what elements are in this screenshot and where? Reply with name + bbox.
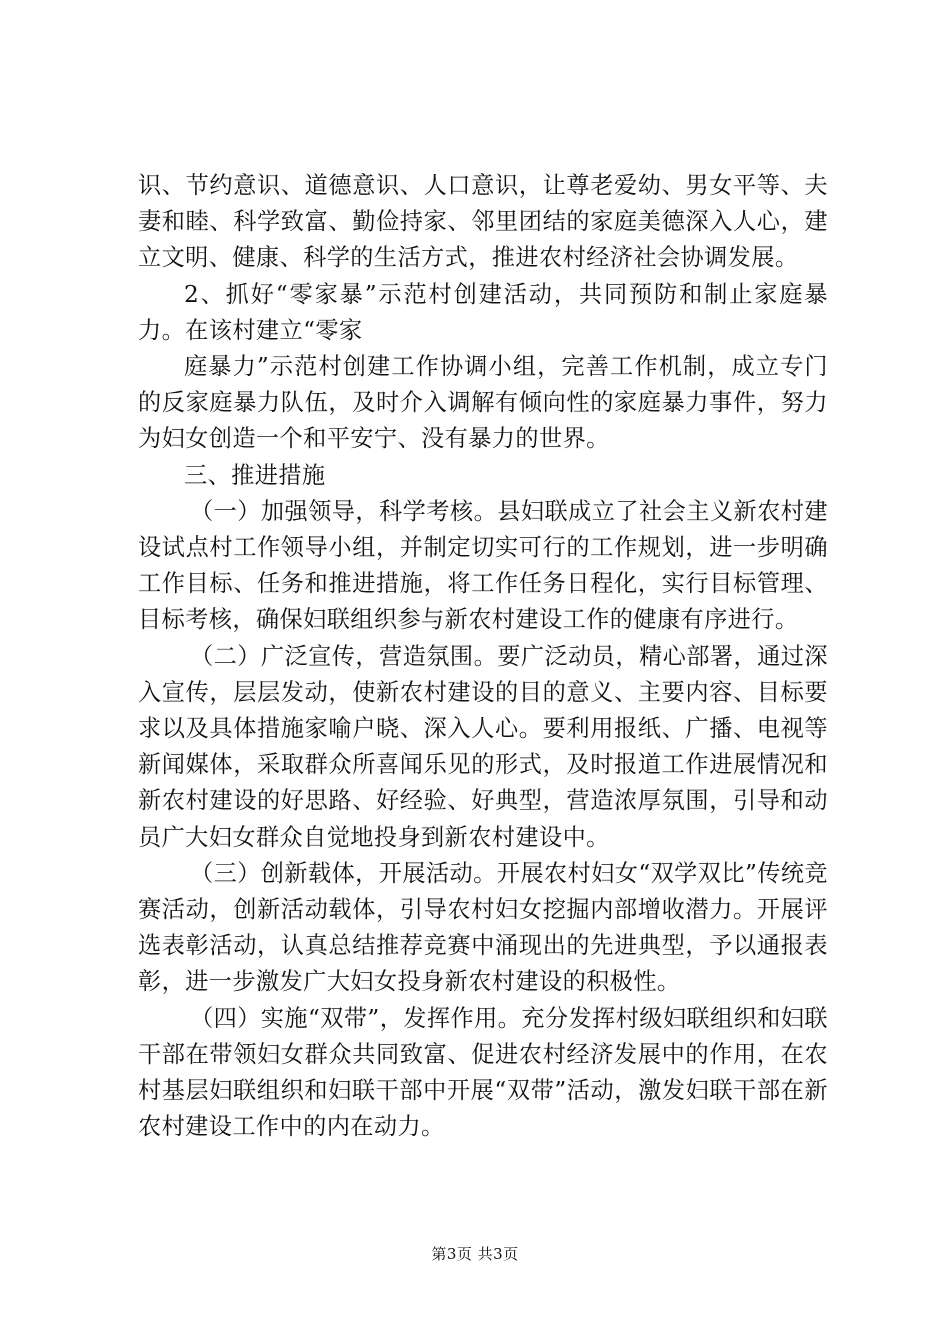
paragraph-measure-double-lead: （四）实施“双带”，发挥作用。充分发挥村级妇联组织和妇联干部在带领妇女群众共同致富、促进农村经济发展中的作用，在农村基层妇联组织和妇联干部中开展“双带”活动，激发妇联干部在新农村建设工作中的内在动力。 xyxy=(138,1004,828,1141)
document-body xyxy=(138,168,828,1145)
paragraph-measure-activities: （三）创新载体，开展活动。开展农村妇女“双学双比”传统竞赛活动，创新活动载体，引导农村妇女挖掘内部增收潜力。开展评选表彰活动，认真总结推荐竞赛中涌现出的先进典型，予以通报表彰，进一步激发广大妇女投身新农村建设的积极性。 xyxy=(138,859,828,996)
paragraph-measure-publicity: （二）广泛宣传，营造氛围。要广泛动员，精心部署，通过深入宣传，层层发动，使新农村建设的目的意义、主要内容、目标要求以及具体措施家喻户晓、深入人心。要利用报纸、广播、电视等新闻媒体，采取群众所喜闻乐见的形式，及时报道工作进展情况和新农村建设的好思路、好经验、好典型，营造浓厚氛围，引导和动员广大妇女群众自觉地投身到新农村建设中。 xyxy=(138,642,828,851)
page-footer: 第3页 共3页 xyxy=(431,1245,519,1263)
paragraph-measure-leadership: （一）加强领导，科学考核。县妇联成立了社会主义新农村建设试点村工作领导小组，并制定切实可行的工作规划，进一步明确工作目标、任务和推进措施，将工作任务日程化，实行目标管理、目标考核，确保妇联组织参与新农村建设工作的健康有序进行。 xyxy=(138,497,828,634)
paragraph-family-virtues: 识、节约意识、道德意识、人口意识，让尊老爱幼、男女平等、夫妻和睦、科学致富、勤俭持家、邻里团结的家庭美德深入人心，建立文明、健康、科学的生活方式，推进农村经济社会协调发展。 xyxy=(138,172,828,272)
paragraph-zero-domestic-violence: 2、抓好“零家暴”示范村创建活动，共同预防和制止家庭暴力。在该村建立“零家 xyxy=(138,280,828,344)
section-heading-measures: 三、推进措施 xyxy=(184,461,326,489)
paragraph-violence-coordination-group: 庭暴力”示范村创建工作协调小组，完善工作机制，成立专门的反家庭暴力队伍，及时介入调解有倾向性的家庭暴力事件，努力为妇女创造一个和平安宁、没有暴力的世界。 xyxy=(138,353,828,453)
